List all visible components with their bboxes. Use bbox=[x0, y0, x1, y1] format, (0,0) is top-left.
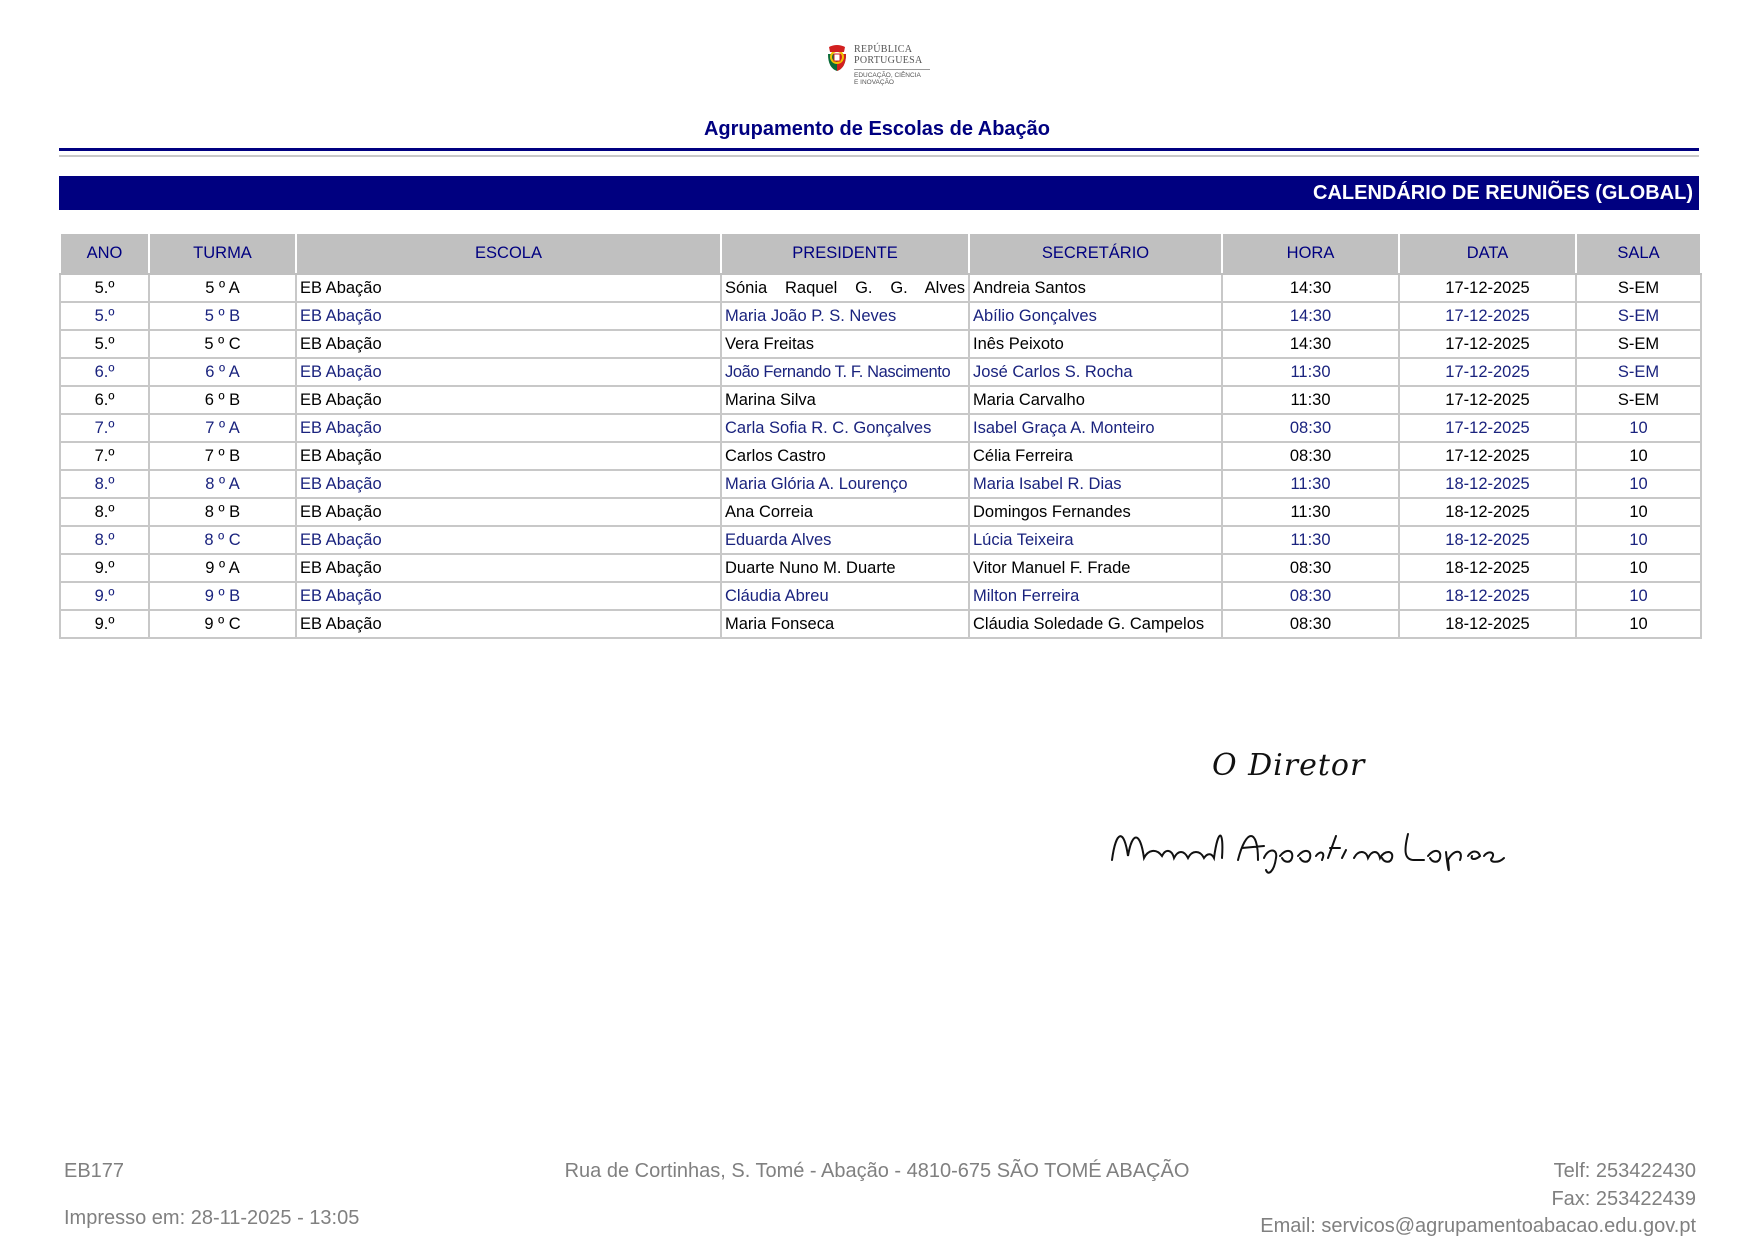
cell-sala: 10 bbox=[1576, 498, 1701, 526]
cell-turma: 7 º B bbox=[149, 442, 296, 470]
table-row bbox=[60, 386, 1701, 414]
cell-data: 18-12-2025 bbox=[1399, 610, 1576, 638]
cell-data: 17-12-2025 bbox=[1399, 302, 1576, 330]
cell-hora: 11:30 bbox=[1222, 470, 1399, 498]
cell-ano: 7.º bbox=[60, 442, 149, 470]
footer-telephone: Telf: 253422430 bbox=[1553, 1160, 1696, 1182]
cell-escola: EB Abação bbox=[296, 526, 721, 554]
cell-escola: EB Abação bbox=[296, 610, 721, 638]
cell-data: 17-12-2025 bbox=[1399, 330, 1576, 358]
cell-hora: 08:30 bbox=[1222, 414, 1399, 442]
cell-turma: 9 º B bbox=[149, 582, 296, 610]
cell-presidente: Duarte Nuno M. Duarte bbox=[721, 554, 969, 582]
cell-ano: 7.º bbox=[60, 414, 149, 442]
cell-sala: 10 bbox=[1576, 554, 1701, 582]
cell-sala: 10 bbox=[1576, 610, 1701, 638]
cell-ano: 8.º bbox=[60, 498, 149, 526]
cell-secretario: Isabel Graça A. Monteiro bbox=[969, 414, 1222, 442]
cell-hora: 14:30 bbox=[1222, 302, 1399, 330]
cell-turma: 9 º C bbox=[149, 610, 296, 638]
header-rule-secondary bbox=[59, 155, 1699, 157]
cell-data: 17-12-2025 bbox=[1399, 274, 1576, 302]
cell-presidente: João Fernando T. F. Nascimento bbox=[721, 358, 969, 386]
column-header-sala: SALA bbox=[1576, 233, 1701, 274]
cell-data: 17-12-2025 bbox=[1399, 442, 1576, 470]
table-row bbox=[60, 526, 1701, 554]
cell-secretario: Maria Carvalho bbox=[969, 386, 1222, 414]
logo-line-4: E INOVAÇÃO bbox=[854, 79, 894, 86]
cell-data: 18-12-2025 bbox=[1399, 554, 1576, 582]
cell-secretario: Domingos Fernandes bbox=[969, 498, 1222, 526]
footer-email: Email: servicos@agrupamentoabacao.edu.gov.pt bbox=[1260, 1215, 1696, 1237]
cell-data: 18-12-2025 bbox=[1399, 582, 1576, 610]
cell-presidente: Maria João P. S. Neves bbox=[721, 302, 969, 330]
cell-data: 17-12-2025 bbox=[1399, 358, 1576, 386]
cell-ano: 8.º bbox=[60, 470, 149, 498]
cell-turma: 5 º B bbox=[149, 302, 296, 330]
cell-ano: 9.º bbox=[60, 582, 149, 610]
table-row bbox=[60, 274, 1701, 302]
column-header-presidente: PRESIDENTE bbox=[721, 233, 969, 274]
cell-sala: S-EM bbox=[1576, 386, 1701, 414]
cell-escola: EB Abação bbox=[296, 554, 721, 582]
footer-fax: Fax: 253422439 bbox=[1551, 1188, 1696, 1210]
cell-presidente: Ana Correia bbox=[721, 498, 969, 526]
cell-ano: 6.º bbox=[60, 386, 149, 414]
cell-presidente: Maria Glória A. Lourenço bbox=[721, 470, 969, 498]
cell-secretario: Abílio Gonçalves bbox=[969, 302, 1222, 330]
cell-sala: S-EM bbox=[1576, 302, 1701, 330]
cell-secretario: Inês Peixoto bbox=[969, 330, 1222, 358]
column-header-ano: ANO bbox=[60, 233, 149, 274]
cell-sala: 10 bbox=[1576, 414, 1701, 442]
cell-data: 17-12-2025 bbox=[1399, 386, 1576, 414]
cell-escola: EB Abação bbox=[296, 358, 721, 386]
cell-escola: EB Abação bbox=[296, 330, 721, 358]
cell-escola: EB Abação bbox=[296, 274, 721, 302]
cell-secretario: José Carlos S. Rocha bbox=[969, 358, 1222, 386]
cell-presidente: Carla Sofia R. C. Gonçalves bbox=[721, 414, 969, 442]
cell-escola: EB Abação bbox=[296, 414, 721, 442]
cell-escola: EB Abação bbox=[296, 442, 721, 470]
column-header-turma: TURMA bbox=[149, 233, 296, 274]
cell-hora: 11:30 bbox=[1222, 498, 1399, 526]
cell-ano: 9.º bbox=[60, 554, 149, 582]
column-header-hora: HORA bbox=[1222, 233, 1399, 274]
cell-presidente: Maria Fonseca bbox=[721, 610, 969, 638]
cell-hora: 08:30 bbox=[1222, 610, 1399, 638]
footer-school-code: EB177 bbox=[64, 1160, 125, 1182]
logo-text bbox=[854, 44, 930, 86]
header-rule-primary bbox=[59, 148, 1699, 151]
logo-line-1: REPÚBLICA bbox=[854, 44, 913, 55]
table-row bbox=[60, 498, 1701, 526]
cell-ano: 5.º bbox=[60, 330, 149, 358]
table-row bbox=[60, 470, 1701, 498]
cell-presidente: Carlos Castro bbox=[721, 442, 969, 470]
cell-escola: EB Abação bbox=[296, 302, 721, 330]
cell-presidente: Marina Silva bbox=[721, 386, 969, 414]
column-header-data: DATA bbox=[1399, 233, 1576, 274]
cell-presidente: Eduarda Alves bbox=[721, 526, 969, 554]
cell-sala: S-EM bbox=[1576, 358, 1701, 386]
table-row bbox=[60, 610, 1701, 638]
table-header-row bbox=[60, 233, 1701, 274]
table-row bbox=[60, 442, 1701, 470]
cell-presidente: Cláudia Abreu bbox=[721, 582, 969, 610]
cell-secretario: Vitor Manuel F. Frade bbox=[969, 554, 1222, 582]
cell-escola: EB Abação bbox=[296, 498, 721, 526]
logo-line-2: PORTUGUESA bbox=[854, 55, 923, 66]
footer-address: Rua de Cortinhas, S. Tomé - Abação - 4810-675 SÃO TOMÉ ABAÇÃO bbox=[564, 1160, 1190, 1182]
cell-sala: 10 bbox=[1576, 470, 1701, 498]
cell-hora: 14:30 bbox=[1222, 330, 1399, 358]
organization-title: Agrupamento de Escolas de Abação bbox=[703, 118, 1050, 140]
cell-secretario: Maria Isabel R. Dias bbox=[969, 470, 1222, 498]
cell-ano: 9.º bbox=[60, 610, 149, 638]
cell-sala: 10 bbox=[1576, 442, 1701, 470]
cell-hora: 08:30 bbox=[1222, 582, 1399, 610]
signature-title: O Diretor bbox=[1212, 748, 1366, 783]
meetings-table bbox=[59, 232, 1702, 639]
cell-turma: 5 º C bbox=[149, 330, 296, 358]
cell-turma: 8 º C bbox=[149, 526, 296, 554]
cell-sala: 10 bbox=[1576, 526, 1701, 554]
table-row bbox=[60, 358, 1701, 386]
cell-secretario: Milton Ferreira bbox=[969, 582, 1222, 610]
table-row bbox=[60, 554, 1701, 582]
cell-hora: 08:30 bbox=[1222, 442, 1399, 470]
cell-turma: 7 º A bbox=[149, 414, 296, 442]
column-header-escola: ESCOLA bbox=[296, 233, 721, 274]
cell-turma: 8 º A bbox=[149, 470, 296, 498]
logo-line-3: EDUCAÇÃO, CIÊNCIA bbox=[854, 72, 921, 79]
footer-printed-date: Impresso em: 28-11-2025 - 13:05 bbox=[64, 1207, 360, 1229]
cell-presidente: Sónia Raquel G. G. Alves bbox=[721, 274, 969, 302]
cell-sala: S-EM bbox=[1576, 330, 1701, 358]
cell-hora: 11:30 bbox=[1222, 526, 1399, 554]
logo-divider bbox=[854, 69, 930, 70]
cell-secretario: Cláudia Soledade G. Campelos bbox=[969, 610, 1222, 638]
cell-ano: 5.º bbox=[60, 302, 149, 330]
cell-secretario: Célia Ferreira bbox=[969, 442, 1222, 470]
cell-turma: 8 º B bbox=[149, 498, 296, 526]
cell-turma: 9 º A bbox=[149, 554, 296, 582]
handwritten-signature bbox=[1108, 820, 1508, 880]
cell-data: 18-12-2025 bbox=[1399, 470, 1576, 498]
cell-ano: 6.º bbox=[60, 358, 149, 386]
cell-turma: 6 º A bbox=[149, 358, 296, 386]
table-row bbox=[60, 582, 1701, 610]
table-row bbox=[60, 414, 1701, 442]
cell-ano: 8.º bbox=[60, 526, 149, 554]
calendar-banner: CALENDÁRIO DE REUNIÕES (GLOBAL) bbox=[59, 176, 1699, 210]
cell-secretario: Lúcia Teixeira bbox=[969, 526, 1222, 554]
portuguese-coat-of-arms-icon bbox=[826, 44, 848, 72]
cell-data: 18-12-2025 bbox=[1399, 498, 1576, 526]
cell-data: 17-12-2025 bbox=[1399, 414, 1576, 442]
cell-data: 18-12-2025 bbox=[1399, 526, 1576, 554]
cell-escola: EB Abação bbox=[296, 470, 721, 498]
cell-sala: S-EM bbox=[1576, 274, 1701, 302]
cell-secretario: Andreia Santos bbox=[969, 274, 1222, 302]
table-row bbox=[60, 302, 1701, 330]
cell-turma: 5 º A bbox=[149, 274, 296, 302]
cell-ano: 5.º bbox=[60, 274, 149, 302]
table-row bbox=[60, 330, 1701, 358]
cell-turma: 6 º B bbox=[149, 386, 296, 414]
cell-hora: 11:30 bbox=[1222, 358, 1399, 386]
cell-escola: EB Abação bbox=[296, 582, 721, 610]
column-header-secretario: SECRETÁRIO bbox=[969, 233, 1222, 274]
cell-hora: 14:30 bbox=[1222, 274, 1399, 302]
cell-presidente: Vera Freitas bbox=[721, 330, 969, 358]
cell-sala: 10 bbox=[1576, 582, 1701, 610]
cell-escola: EB Abação bbox=[296, 386, 721, 414]
cell-hora: 08:30 bbox=[1222, 554, 1399, 582]
cell-hora: 11:30 bbox=[1222, 386, 1399, 414]
republic-logo bbox=[826, 44, 936, 90]
